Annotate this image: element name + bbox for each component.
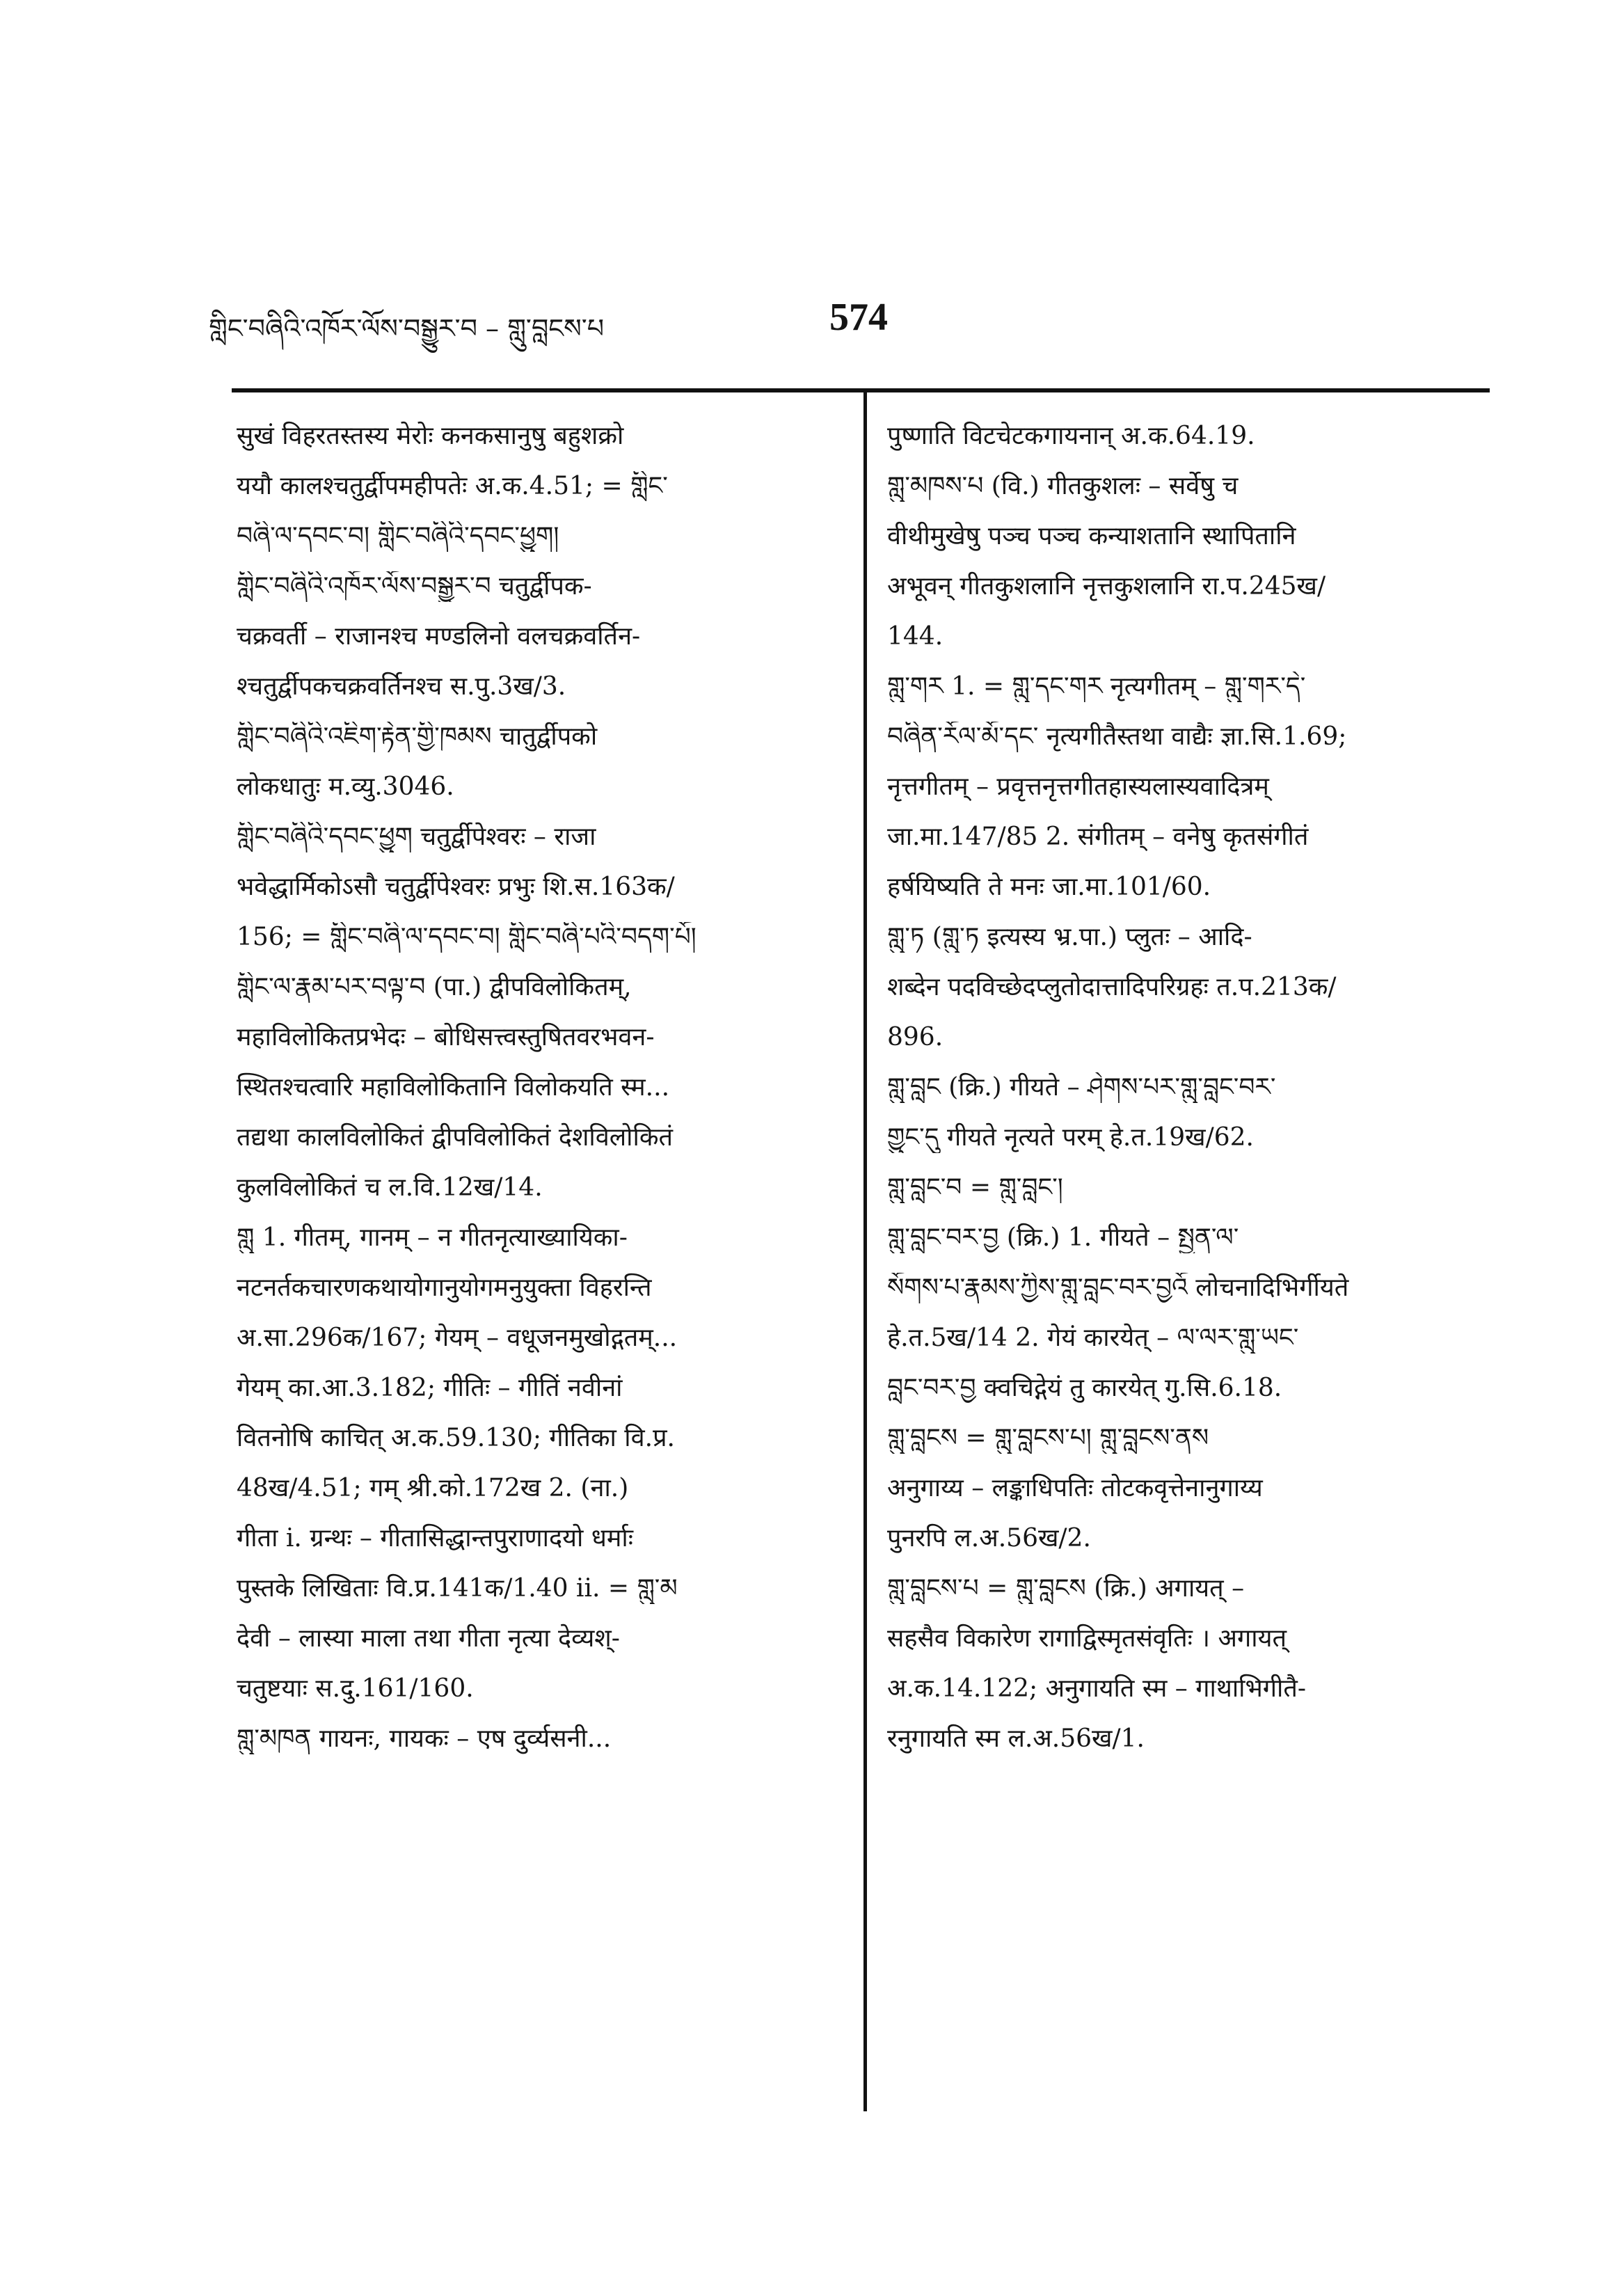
- text-line: रनुगायति स्म ल.अ.56ख/1.: [887, 1724, 1145, 1753]
- text-line: चतुष्टयाः स.दु.161/160.: [237, 1674, 474, 1703]
- text-line: གྱུང་དུ गीयते नृत्यते परम् हे.त.19ख/62.: [887, 1123, 1254, 1152]
- text-line: वीथीमुखेषु पञ्च पञ्च कन्याशतानि स्थापितानि: [887, 522, 1296, 550]
- text-line: अनुगाय्य – लङ्काधिपतिः तोटकवृत्तेनानुगाय्य: [887, 1474, 1263, 1502]
- text-line: हर्षयिष्यति ते मनः जा.मा.101/60.: [887, 873, 1211, 901]
- text-line: जा.मा.147/85 2. संगीतम् – वनेषु कृतसंगीतं: [887, 823, 1309, 851]
- text-line: स्थितश्चत्वारि महाविलोकितानि विलोकयति स्म...: [237, 1073, 670, 1102]
- text-line: अ.क.14.122; अनुगायति स्म – गाथाभिगीतै-: [887, 1674, 1307, 1703]
- text-line: སོགས་པ་རྣམས་ཀྱིས་གླུ་བླང་བར་བྱའོ लोचनादिभिर्गीयते: [887, 1273, 1349, 1302]
- entry-headword-line: གླིང་བཞིའི་འཇིག་རྟེན་གྱི་ཁམས चातुर्द्वीपको: [237, 722, 598, 751]
- text-line: བཞིན་རོལ་མོ་དང་ नृत्यगीतैस्तथा वाद्यैः ज्ञा.सि.1.69;: [887, 722, 1347, 751]
- entry-headword-line: གླིང་ལ་རྣམ་པར་བལྟ་བ (पा.) द्वीपविलोकितम्,: [237, 973, 632, 1001]
- left-column: [237, 421, 849, 1774]
- text-line: नटनर्तकचारणकथायोगानुयोगमनुयुक्ता विहरन्ति: [237, 1273, 652, 1302]
- text-line: गीता i. ग्रन्थः – गीतासिद्धान्तपुराणादयो धर्माः: [237, 1524, 634, 1553]
- header-rule: [232, 388, 1490, 392]
- text-line: भवेद्धार्मिकोऽसौ चतुर्द्वीपेश्वरः प्रभुः शि.स.163क/: [237, 873, 675, 901]
- entry-headword-line: གླུ་མཁས་པ (वि.) गीतकुशलः – सर्वेषु च: [887, 472, 1239, 500]
- right-column: [887, 421, 1492, 1774]
- column-divider: [863, 392, 867, 2111]
- text-line: अभूवन् गीतकुशलानि नृत्तकुशलानि रा.प.245ख/: [887, 572, 1326, 601]
- text-line: हे.त.5ख/14 2. गेयं कारयेत् – ལ་ལར་གླུ་ཡང་: [887, 1324, 1299, 1352]
- text-line: महाविलोकितप्रभेदः – बोधिसत्त्वस्तुषितवरभवन-: [237, 1023, 655, 1051]
- entry-headword-line: གླུ་བླང (क्रि.) गीयते – ཤེགས་པར་གླུ་བླང་བར་: [887, 1073, 1276, 1102]
- entry-headword-line: གླུ 1. गीतम्, गानम् – न गीतनृत्याख्यायिका-: [237, 1223, 628, 1252]
- text-line: བླང་བར་བྱ क्वचिद्गेयं तु कारयेत् गु.सि.6.18.: [887, 1374, 1282, 1402]
- entry-headword-line: གླིང་བཞིའི་དབང་ཕྱུག चतुर्द्वीपेश्वरः – राजा: [237, 823, 596, 851]
- text-line: सुखं विहरतस्तस्य मेरोः कनकसानुषु बहुशक्रो: [237, 422, 624, 450]
- entry-headword-line: གླུ་བླང་བ = གླུ་བླང་།: [887, 1173, 1063, 1202]
- entry-headword-line: གླུ་བླངས = གླུ་བླངས་པ། གླུ་བླངས་ནས: [887, 1424, 1209, 1452]
- entry-headword-line: གླུ་བླངས་པ = གླུ་བླངས (क्रि.) अगायत् –: [887, 1574, 1245, 1603]
- text-line: 896.: [887, 1023, 944, 1051]
- text-line: 144.: [887, 622, 944, 651]
- text-line: लोकधातुः म.व्यु.3046.: [237, 772, 454, 801]
- entry-headword-line: གླུ་མཁན गायनः, गायकः – एष दुर्व्यसनी...: [237, 1724, 612, 1753]
- text-line: ययौ कालश्चतुर्द्वीपमहीपतेः अ.क.4.51; = གླིང་: [237, 472, 668, 500]
- text-line: 48ख/4.51; गम् श्री.को.172ख 2. (ना.): [237, 1474, 629, 1502]
- text-line: सहसैव विकारेण रागाद्विस्मृतसंवृतिः । अगायत्: [887, 1624, 1287, 1653]
- text-line: नृत्तगीतम् – प्रवृत्तनृत्तगीतहास्यलास्यवादित्रम्: [887, 772, 1269, 801]
- text-line: पुस्तके लिखिताः वि.प्र.141क/1.40 ii. = གླུ་མ: [237, 1574, 678, 1603]
- text-line: कुलविलोकितं च ल.वि.12ख/14.: [237, 1173, 543, 1202]
- text-line: चक्रवर्ती – राजानश्च मण्डलिनो वलचक्रवर्तिन-: [237, 622, 641, 651]
- text-line: शब्देन पदविच्छेदप्लुतोदात्तादिपरिग्रहः त.प.213क/: [887, 973, 1337, 1001]
- entry-headword-line: གླུ་བླང་བར་བྱ (क्रि.) 1. गीयते – སྤྱན་ལ་: [887, 1223, 1239, 1252]
- text-line: अ.सा.296क/167; गेयम् – वधूजनमुखोद्गतम्...: [237, 1324, 678, 1352]
- entry-headword-line: གླུ་ཏ (གླུ་ཏ इत्यस्य भ्र.पा.) प्लुतः – आदि-: [887, 923, 1252, 951]
- text-line: तद्यथा कालविलोकितं द्वीपविलोकितं देशविलोकितं: [237, 1123, 673, 1152]
- page-number: 574: [829, 296, 888, 339]
- running-header: གླིང་བཞིའི་འཁོར་ལོས་བསྒྱུར་བ – གླུ་བླངས་པ: [209, 313, 605, 344]
- entry-headword-line: གླུ་གར 1. = གླུ་དང་གར नृत्यगीतम् – གླུ་གར་དེ་: [887, 672, 1306, 701]
- text-line: देवी – लास्या माला तथा गीता नृत्या देव्यश्-: [237, 1624, 620, 1653]
- text-line: गेयम् का.आ.3.182; गीतिः – गीतिं नवीनां: [237, 1374, 623, 1402]
- text-line: वितनोषि काचित् अ.क.59.130; गीतिका वि.प्र.: [237, 1424, 675, 1452]
- text-line: पुनरपि ल.अ.56ख/2.: [887, 1524, 1091, 1553]
- text-line: 156; = གླིང་བཞི་ལ་དབང་བ། གླིང་བཞི་པའི་བདག་པོ།: [237, 923, 696, 951]
- entry-headword-line: གླིང་བཞིའི་འཁོར་ལོས་བསྒྱུར་བ चतुर्द्वीपक-: [237, 572, 592, 601]
- text-line: पुष्णाति विटचेटकगायनान् अ.क.64.19.: [887, 422, 1255, 450]
- text-line: श्चतुर्द्वीपकचक्रवर्तिनश्च स.पु.3ख/3.: [237, 672, 566, 701]
- text-line: བཞི་ལ་དབང་བ། གླིང་བཞིའི་དབང་ཕྱུག།: [237, 522, 559, 550]
